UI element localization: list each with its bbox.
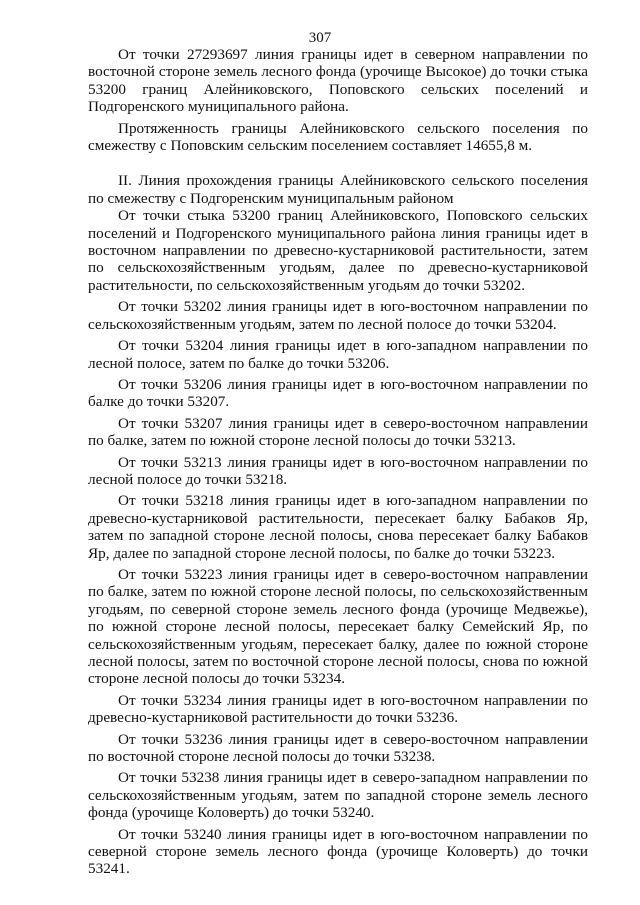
paragraph: От точки стыка 53200 границ Алейниковского, Поповского сельских поселений и Подгоренского муниципального района линия границы идет в восточном направлении по древесно-кустарниковой растительности, затем по сельскохозяйственным угодьям, далее по древесно-кустарниковой растительности, по сельскохозяйственным угодьям до точки 53202. bbox=[88, 207, 588, 294]
paragraph: От точки 53238 линия границы идет в северо-западном направлении по сельскохозяйственным угодьям, затем по западной стороне земель лесного фонда (урочище Коловерть) до точки 53240. bbox=[88, 769, 588, 822]
paragraph: От точки 53223 линия границы идет в северо-восточном направлении по балке, затем по южной стороне лесной полосы, по сельскохозяйственным угодьям, по северной стороне земель лесного фонда (урочище Медвежье), по южной стороне лесной полосы, пересекает балку Семейский Яр, по сельскохозяйственным угодьям, пересекает балку, далее по южной стороне лесной полосы, затем по восточной стороне лесной полосы, снова по южной стороне лесной полосы до точки 53234. bbox=[88, 565, 588, 688]
paragraph: От точки 53218 линия границы идет в юго-западном направлении по древесно-кустарниковой растительности, пересекает балку Бабаков Яр, затем по западной стороне лесной полосы, снова пересекает балку Бабаков Яр, далее по западной стороне лесной полосы, по балке до точки 53223. bbox=[88, 492, 588, 562]
section-heading: II. Линия прохождения границы Алейниковского сельского поселения по смежеству с Подгоренским муниципальным районом bbox=[88, 172, 588, 207]
paragraph: От точки 27293697 линия границы идет в северном направлении по восточной стороне земель лесного фонда (урочище Высокое) до точки стыка 53200 границ Алейниковского, Поповского сельских поселений и Подгоренского муниципального района. bbox=[88, 46, 588, 116]
paragraph: От точки 53236 линия границы идет в северо-восточном направлении по восточной стороне лесной полосы до точки 53238. bbox=[88, 730, 588, 766]
paragraph: От точки 53207 линия границы идет в северо-восточном направлении по балке, затем по южной стороне лесной полосы до точки 53213. bbox=[88, 414, 588, 450]
paragraph: От точки 53213 линия границы идет в юго-восточном направлении по лесной полосе до точки 53218. bbox=[88, 453, 588, 488]
paragraph: От точки 53240 линия границы идет в юго-восточном направлении по северной стороне земель лесного фонда (урочище Коловерть) до точки 53241. bbox=[88, 825, 588, 878]
paragraph: От точки 53202 линия границы идет в юго-восточном направлении по сельскохозяйственным угодьям, затем по лесной полосе до точки 53204. bbox=[88, 298, 588, 333]
paragraph: От точки 53206 линия границы идет в юго-восточном направлении по балке до точки 53207. bbox=[88, 375, 588, 411]
paragraph: От точки 53234 линия границы идет в юго-восточном направлении по древесно-кустарниковой растительности до точки 53236. bbox=[88, 691, 588, 727]
document-body bbox=[88, 46, 588, 882]
paragraph: Протяженность границы Алейниковского сельского поселения по смежеству с Поповским сельским поселением составляет 14655,8 м. bbox=[88, 119, 588, 155]
paragraph: От точки 53204 линия границы идет в юго-западном направлении по лесной полосе, затем по балке до точки 53206. bbox=[88, 337, 588, 372]
page-number: 307 bbox=[308, 30, 332, 46]
